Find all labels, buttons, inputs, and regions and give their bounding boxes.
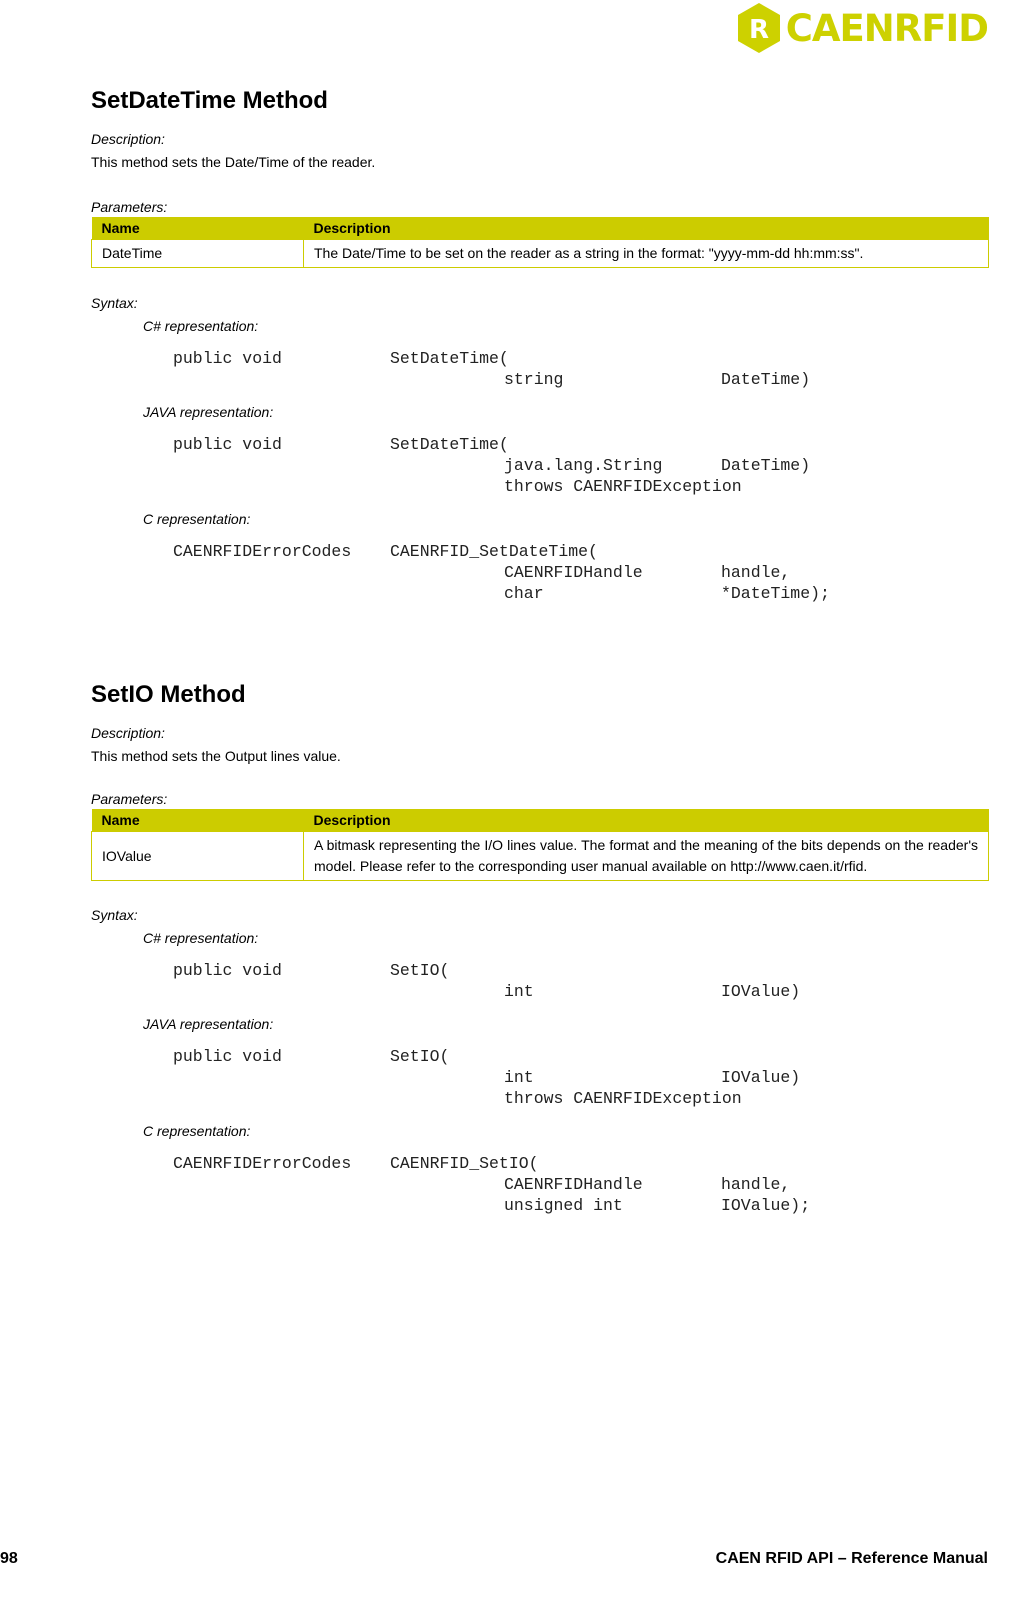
section-setdatetime: [91, 86, 989, 604]
code-line: string DateTime): [504, 370, 811, 389]
header-name: Name: [92, 809, 304, 832]
code-line: int IOValue): [504, 1068, 801, 1087]
c-label: C representation:: [143, 1123, 251, 1139]
csharp-code-block: [173, 960, 989, 1002]
svg-text:R: R: [748, 15, 769, 45]
java-code-block: [173, 1046, 989, 1109]
syntax-label: Syntax:: [91, 907, 138, 923]
param-name: IOValue: [92, 832, 304, 881]
description-text: This method sets the Output lines value.: [91, 748, 341, 764]
c-code-block: [173, 541, 989, 604]
section-setio: [91, 680, 989, 1216]
csharp-code-block: [173, 348, 989, 390]
csharp-label: C# representation:: [143, 318, 259, 334]
param-description: The Date/Time to be set on the reader as a string in the format: "yyyy-mm-dd hh:mm:ss".: [304, 240, 989, 268]
param-name: DateTime: [92, 240, 304, 268]
c-code-block: [173, 1153, 989, 1216]
code-line: char *DateTime);: [504, 584, 830, 603]
section-title: SetIO Method: [91, 681, 246, 708]
caen-hexagon-logo-icon: [736, 2, 782, 54]
code-line: public void SetDateTime(: [173, 435, 509, 454]
caenrfid-logo: [736, 2, 988, 54]
java-label: JAVA representation:: [143, 404, 274, 420]
table-header-row: [92, 809, 989, 832]
code-line: CAENRFIDErrorCodes CAENRFID_SetDateTime(: [173, 542, 598, 561]
code-line: int IOValue): [504, 982, 801, 1001]
table-row: [92, 240, 989, 268]
parameters-table: [91, 809, 989, 881]
code-line: throws CAENRFIDException: [504, 477, 742, 496]
syntax-label: Syntax:: [91, 295, 138, 311]
header-description: Description: [304, 217, 989, 240]
code-line: CAENRFIDHandle handle,: [504, 563, 791, 582]
csharp-label: C# representation:: [143, 930, 259, 946]
code-line: public void SetIO(: [173, 961, 450, 980]
header-name: Name: [92, 217, 304, 240]
code-line: CAENRFIDErrorCodes CAENRFID_SetIO(: [173, 1154, 539, 1173]
code-line: public void SetIO(: [173, 1047, 450, 1066]
footer-title: CAEN RFID API – Reference Manual: [715, 1550, 988, 1567]
table-row: [92, 832, 989, 881]
code-line: unsigned int IOValue);: [504, 1196, 811, 1215]
logo-text: CAENRFID: [785, 6, 988, 50]
parameters-label: Parameters:: [91, 199, 168, 215]
table-header-row: [92, 217, 989, 240]
java-label: JAVA representation:: [143, 1016, 274, 1032]
description-text: This method sets the Date/Time of the reader.: [91, 154, 376, 170]
parameters-label: Parameters:: [91, 791, 168, 807]
java-code-block: [173, 434, 989, 497]
header-description: Description: [304, 809, 989, 832]
page-number: 98: [0, 1550, 18, 1567]
code-line: public void SetDateTime(: [173, 349, 509, 368]
param-description: A bitmask representing the I/O lines value. The format and the meaning of the bits depends on the reader's model. Please refer to the corresponding user manual available on http://www.caen.it/rfid.: [304, 832, 989, 881]
c-label: C representation:: [143, 511, 251, 527]
section-title: SetDateTime Method: [91, 87, 328, 114]
code-line: java.lang.String DateTime): [504, 456, 811, 475]
code-line: throws CAENRFIDException: [504, 1089, 742, 1108]
description-label: Description:: [91, 725, 165, 741]
description-label: Description:: [91, 131, 165, 147]
code-line: CAENRFIDHandle handle,: [504, 1175, 791, 1194]
parameters-table: [91, 217, 989, 268]
